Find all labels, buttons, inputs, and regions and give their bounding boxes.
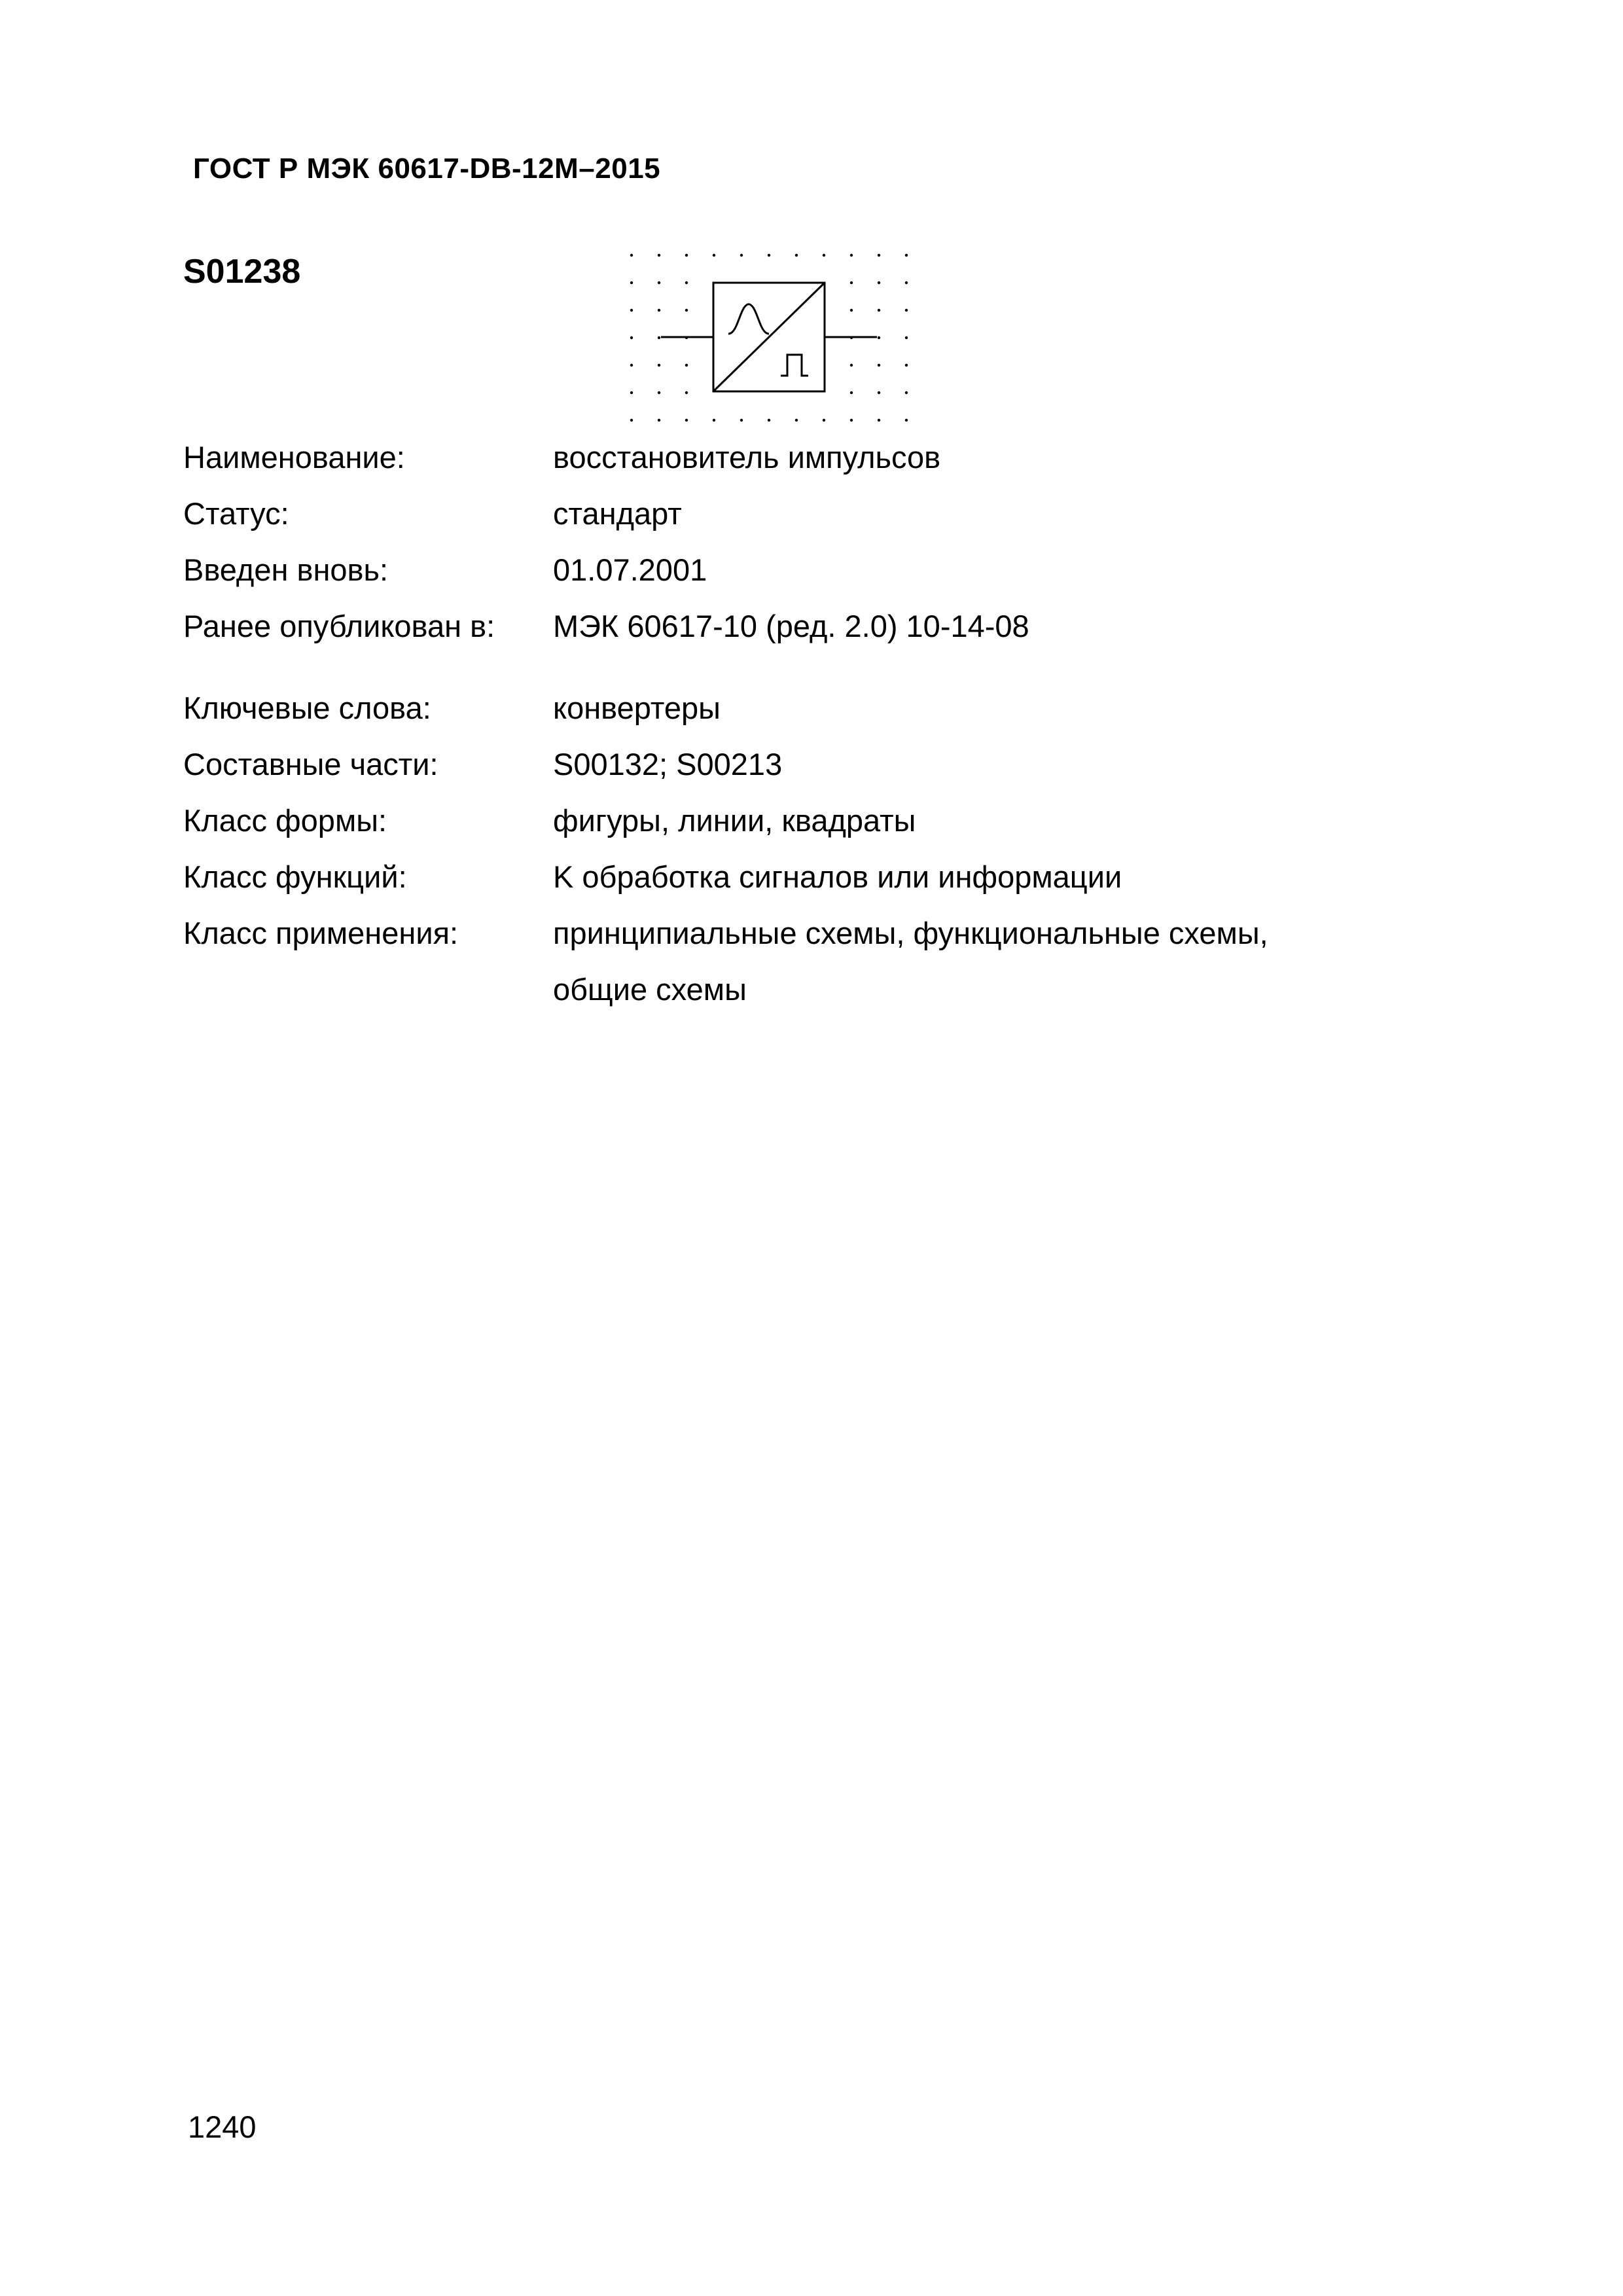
grid-dot bbox=[768, 254, 770, 257]
grid-dot bbox=[905, 419, 908, 422]
grid-dot bbox=[713, 254, 715, 257]
grid-dot bbox=[685, 391, 688, 394]
grid-dot bbox=[878, 419, 880, 422]
grid-dot bbox=[630, 336, 633, 339]
grid-dot bbox=[630, 419, 633, 422]
grid-dot bbox=[658, 309, 660, 312]
grid-dot bbox=[658, 364, 660, 367]
grid-dot bbox=[658, 336, 660, 339]
property-label: Класс формы: bbox=[183, 803, 387, 838]
grid-dot bbox=[685, 364, 688, 367]
grid-dot bbox=[905, 336, 908, 339]
grid-dot bbox=[713, 419, 715, 422]
grid-dot bbox=[795, 254, 798, 257]
property-label: Ранее опубликован в: bbox=[183, 609, 495, 643]
property-label: Составные части: bbox=[183, 747, 438, 781]
grid-dot bbox=[878, 336, 880, 339]
grid-dot bbox=[685, 254, 688, 257]
grid-dot bbox=[905, 391, 908, 394]
property-value: восстановитель импульсов bbox=[553, 440, 941, 475]
grid-dot bbox=[685, 419, 688, 422]
property-label: Класс применения: bbox=[183, 916, 459, 950]
gaussian-pulse-icon bbox=[728, 304, 769, 334]
property-label: Статус: bbox=[183, 496, 289, 531]
grid-dot bbox=[850, 254, 853, 257]
grid-dot bbox=[823, 254, 825, 257]
grid-dot bbox=[658, 281, 660, 284]
grid-dot bbox=[658, 419, 660, 422]
property-label: Наименование: bbox=[183, 440, 405, 475]
grid-dot bbox=[630, 364, 633, 367]
grid-dot bbox=[905, 254, 908, 257]
grid-dot bbox=[685, 309, 688, 312]
grid-dot bbox=[905, 364, 908, 367]
grid-dot bbox=[823, 419, 825, 422]
property-value: 01.07.2001 bbox=[553, 552, 707, 587]
pulse-regenerator-symbol-figure bbox=[618, 242, 919, 432]
square-pulse-icon bbox=[781, 355, 808, 376]
grid-dot bbox=[630, 254, 633, 257]
property-value: S00132; S00213 bbox=[553, 747, 783, 781]
grid-dot bbox=[658, 254, 660, 257]
property-label: Класс функций: bbox=[183, 859, 407, 894]
grid-dot bbox=[685, 281, 688, 284]
grid-dot bbox=[630, 391, 633, 394]
grid-dot bbox=[878, 254, 880, 257]
grid-dot bbox=[850, 391, 853, 394]
grid-dot bbox=[850, 281, 853, 284]
grid-dot bbox=[850, 419, 853, 422]
grid-dot bbox=[630, 309, 633, 312]
grid-dot bbox=[878, 281, 880, 284]
property-label: Ключевые слова: bbox=[183, 691, 431, 725]
property-value: конвертеры bbox=[553, 691, 721, 725]
grid-dot bbox=[768, 419, 770, 422]
grid-dot bbox=[878, 364, 880, 367]
grid-dot bbox=[740, 419, 743, 422]
property-label: Введен вновь: bbox=[183, 552, 389, 587]
grid-dot bbox=[905, 309, 908, 312]
property-value: K обработка сигналов или информации bbox=[553, 859, 1122, 894]
grid-dot bbox=[740, 254, 743, 257]
page-number: 1240 bbox=[188, 2109, 257, 2144]
grid-dot bbox=[878, 391, 880, 394]
grid-dot bbox=[630, 281, 633, 284]
property-value: фигуры, линии, квадраты bbox=[553, 803, 916, 838]
grid-dot bbox=[905, 281, 908, 284]
grid-dot bbox=[795, 419, 798, 422]
property-value: МЭК 60617-10 (ред. 2.0) 10-14-08 bbox=[553, 609, 1029, 643]
property-value: принципиальные схемы, функциональные схемы, bbox=[553, 916, 1268, 950]
grid-dot bbox=[850, 309, 853, 312]
grid-dot bbox=[878, 309, 880, 312]
grid-dot bbox=[850, 364, 853, 367]
property-value: стандарт bbox=[553, 496, 682, 531]
document-standard-title: ГОСТ Р МЭК 60617-DB-12M–2015 bbox=[193, 152, 661, 185]
symbol-id: S01238 bbox=[183, 253, 301, 291]
property-value-continued: общие схемы bbox=[553, 972, 747, 1007]
grid-dot bbox=[658, 391, 660, 394]
